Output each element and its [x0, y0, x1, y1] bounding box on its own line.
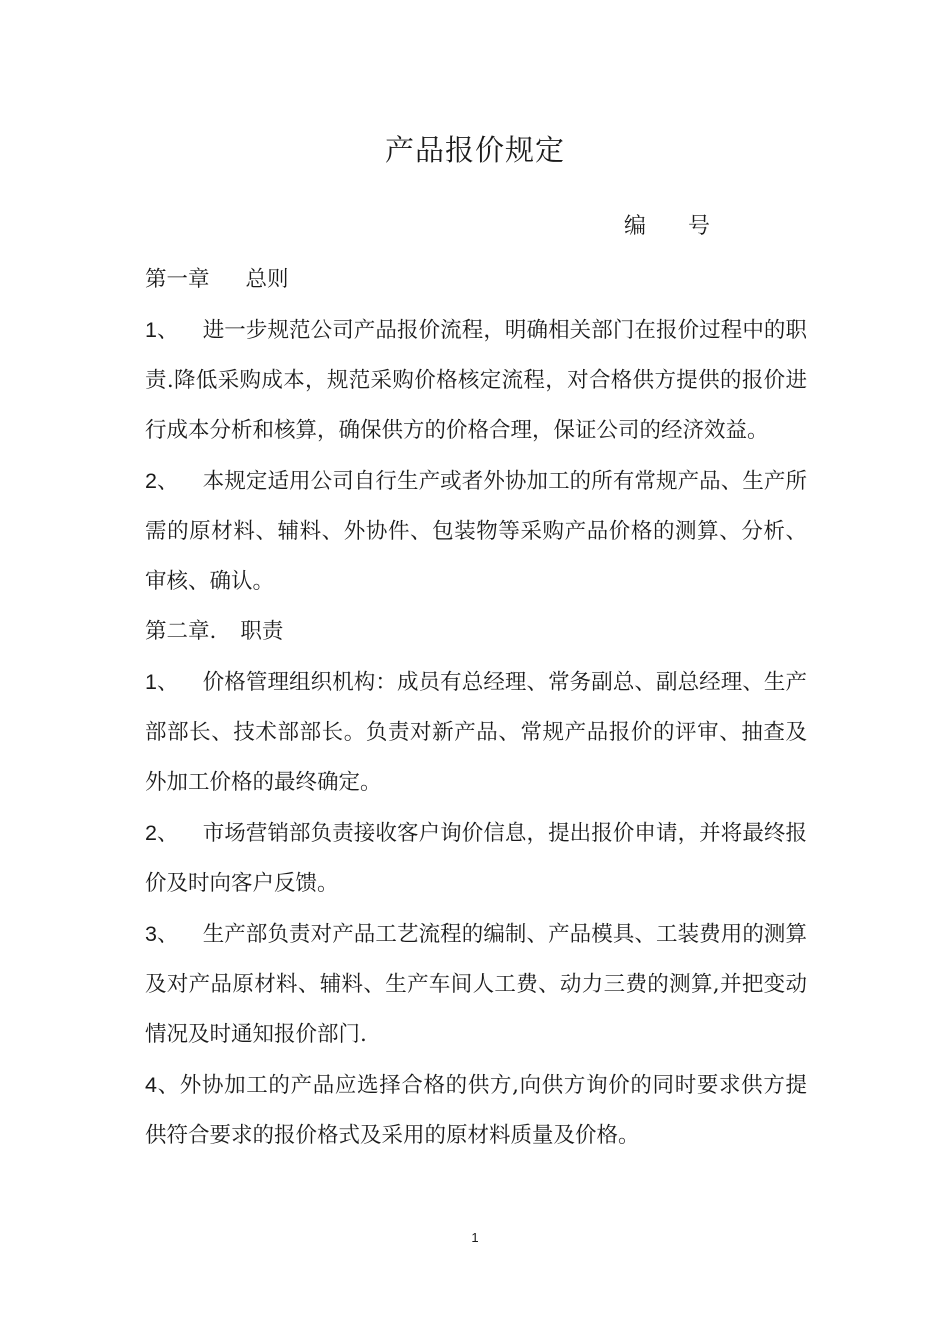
clause-text: 本规定适用公司自行生产或者外协加工的所有常规产品、生产所需的原材料、辅料、外协件、包装物等采购产品价格的测算、分析、审核、确认。	[145, 469, 807, 594]
chapter-label: 第二章.	[145, 619, 217, 644]
chapter-heading	[145, 255, 807, 305]
code-label-char-1: 编	[624, 214, 647, 239]
clause-text: 生产部负责对产品工艺流程的编制、产品模具、工装费用的测算及对产品原材料、辅料、生产车间人工费、动力三费的测算,并把变动情况及时通知报价部门.	[145, 922, 807, 1047]
document-code-label	[624, 209, 710, 240]
chapter-name: 职责	[240, 619, 284, 644]
clause-text: 市场营销部负责接收客户询价信息，提出报价申请，并将最终报价及时向客户反馈。	[145, 821, 807, 896]
clause-number: 1、	[145, 318, 179, 342]
clause-paragraph	[145, 456, 807, 607]
code-label-char-2: 号	[688, 214, 711, 239]
clause-paragraph	[145, 305, 807, 456]
clause-number: 3、	[145, 922, 179, 946]
clause-number: 2、	[145, 469, 179, 493]
chapter-name: 总则	[245, 267, 289, 292]
page-number: 1	[471, 1230, 479, 1245]
chapter-label: 第一章	[145, 267, 210, 292]
clause-paragraph	[145, 909, 807, 1060]
clause-text: 进一步规范公司产品报价流程，明确相关部门在报价过程中的职责.降低采购成本，规范采购价格核定流程，对合格供方提供的报价进行成本分析和核算，确保供方的价格合理，保证公司的经济效益。	[145, 318, 807, 443]
clause-text: 价格管理组织机构：成员有总经理、常务副总、副总经理、生产部部长、技术部部长。负责对新产品、常规产品报价的评审、抽查及外加工价格的最终确定。	[145, 670, 807, 795]
clause-number: 1、	[145, 670, 179, 694]
clause-text: 外协加工的产品应选择合格的供方,向供方询价的同时要求供方提供符合要求的报价格式及采用的原材料质量及价格。	[145, 1073, 807, 1148]
clause-paragraph	[145, 808, 807, 909]
document-title: 产品报价规定	[384, 133, 565, 167]
clause-number: 4、	[145, 1073, 180, 1097]
clause-number: 2、	[145, 821, 179, 845]
clause-paragraph	[145, 1060, 807, 1161]
chapter-heading	[145, 607, 807, 657]
clause-paragraph	[145, 657, 807, 808]
document-body	[145, 255, 807, 1161]
